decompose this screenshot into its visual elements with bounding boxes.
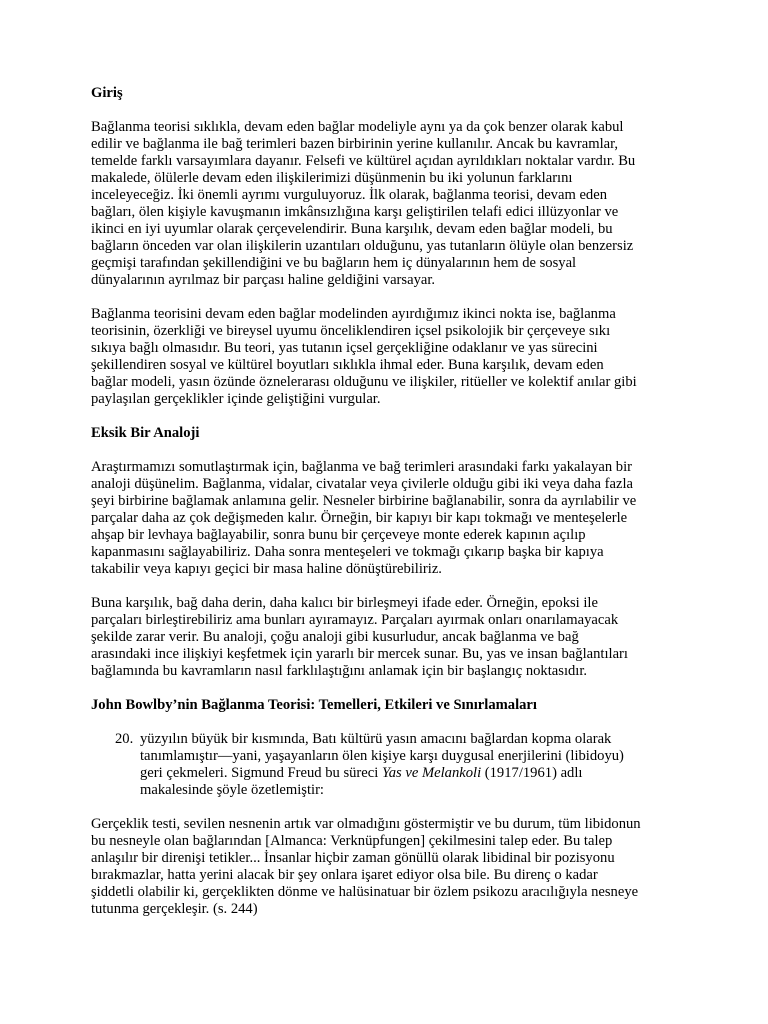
book-title: Yas ve Melankoli (381, 765, 482, 781)
list-item-text (140, 731, 624, 798)
paragraph-1: Bağlanma teorisi sıklıkla, devam eden bağlar modeliyle aynı ya da çok benzer olarak kabul edilir ve bağlanma ile bağ terimleri bazen birbirinin yerine kullanılır. Ancak bu kavramlar, temelde farklı varsayımlara dayanır. Felsefi ve kültürel açıdan ayrıldıkları noktalar vardır. Bu makalede, ölülerle devam eden ilişkilerimizi düşünmenin bu iki yolunun farklarını inceleyeceğiz. İki önemli ayrımı vurguluyoruz. İlk olarak, bağlanma teorisi, devam eden bağları, ölen kişiyle kavuşmanın imkânsızlığına karşı geliştirilen telafi edici illüzyonlar ve ikinci en iyi uyumlar olarak çerçevelendirir. Buna karşılık, devam eden bağlar modeli, bu bağların önceden var olan ilişkilerin uzantıları olduğunu, yas tutanların ölüyle olan benzersiz geçmişi tarafından şekillendiğini ve bu bağların hem iç dünyalarının hem de sosyal dünyalarının ayrılmaz bir parçası haline geldiğini varsayar. (91, 119, 636, 288)
heading-analogy: Eksik Bir Analoji (91, 425, 200, 441)
spacer (91, 680, 681, 697)
heading-bowlby: John Bowlby’nin Bağlanma Teorisi: Temelleri, Etkileri ve Sınırlamaları (91, 697, 537, 713)
list-text-before: yüzyılın büyük bir kısmında, Batı kültürü yasın amacını bağlardan kopma olarak tanımlamıştır—yani, yaşayanların ölen kişiye karşı duygusal enerjilerini (libidoyu) geri çekmeleri. Sigmund Freud bu süreci (140, 731, 624, 781)
spacer (91, 714, 681, 731)
spacer (91, 102, 681, 119)
paragraph-4: Buna karşılık, bağ daha derin, daha kalıcı bir birleşmeyi ifade eder. Örneğin, epoksi ile parçaları birleştirebiliriz ama bunları ayıramayız. Parçaları ayırmak onları onarılamayacak şekilde zarar verir. Bu analoji, çoğu analoji gibi kusurludur, ancak bağlanma ve bağ arasındaki ince ilişkiyi keşfetmek için yararlı bir mercek sunar. Bu, yas ve insan bağlantıları bağlamında bu kavramların nasıl farklılaştığını anlamak için bir başlangıç noktasıdır. (91, 595, 628, 679)
spacer (91, 408, 681, 425)
paragraph-2: Bağlanma teorisini devam eden bağlar modelinden ayırdığımız ikinci nokta ise, bağlanma teorisinin, özerkliği ve bireysel uyumu önceliklendiren içsel psikolojik bir çerçeveye sıkı sıkıya bağlı olmasıdır. Bu teori, yas tutanın içsel gerçekliğine odaklanır ve yas sürecini şekillendiren sosyal ve kültürel boyutları sıklıkla ihmal eder. Buna karşılık, devam eden bağlar modeli, yasın özünde öznelerarası olduğunu ve ilişkiler, ritüeller ve kolektif anılar gibi paylaşılan gerçeklikler içinde geliştiğini vurgular. (91, 306, 637, 407)
document-page (91, 85, 681, 918)
spacer (91, 442, 681, 459)
freud-quote: Gerçeklik testi, sevilen nesnenin artık var olmadığını göstermiştir ve bu durum, tüm libidonun bu nesneyle olan bağlarından [Almanca: Verknüpfungen] çekilmesini talep eder. Bu talep anlaşılır bir direnişi tetikler... İnsanlar hiçbir zaman gönüllü olarak libidinal bir pozisyonu bırakmazlar, hatta yerini alacak bir şey onlara işaret ediyor olsa bile. Bu direnç o kadar şiddetli olabilir ki, gerçeklikten dönme ve halüsinatuar bir özlem psikozu aracılığıyla nesneye tutunma gerçekleşir. (s. 244) (91, 816, 641, 917)
spacer (91, 289, 681, 306)
heading-intro: Giriş (91, 85, 123, 101)
numbered-list-item (91, 731, 681, 799)
spacer (91, 799, 681, 816)
spacer (91, 578, 681, 595)
paragraph-3: Araştırmamızı somutlaştırmak için, bağlanma ve bağ terimleri arasındaki farkı yakalayan bir analoji düşünelim. Bağlanma, vidalar, civatalar veya çivilerle olduğu gibi iki veya daha fazla şeyi birbirine bağlamak anlamına gelir. Nesneler birbirine bağlanabilir, sonra da ayrılabilir ve parçalar daha az çok değişmeden kalır. Örneğin, bir kapıyı bir kapı tokmağı ve menteşelerle ahşap bir levhaya bağlayabilir, sonra bunu bir çerçeveye monte ederek kapının açılıp kapanmasını sağlayabiliriz. Daha sonra menteşeleri ve tokmağı çıkarıp başka bir kapıya takabilir veya kapıyı geçici bir masa haline dönüştürebiliriz. (91, 459, 637, 577)
list-number: 20. (115, 731, 134, 747)
list-text-after: (1917/1961) adlı makalesinde şöyle özetlemiştir: (140, 765, 583, 798)
